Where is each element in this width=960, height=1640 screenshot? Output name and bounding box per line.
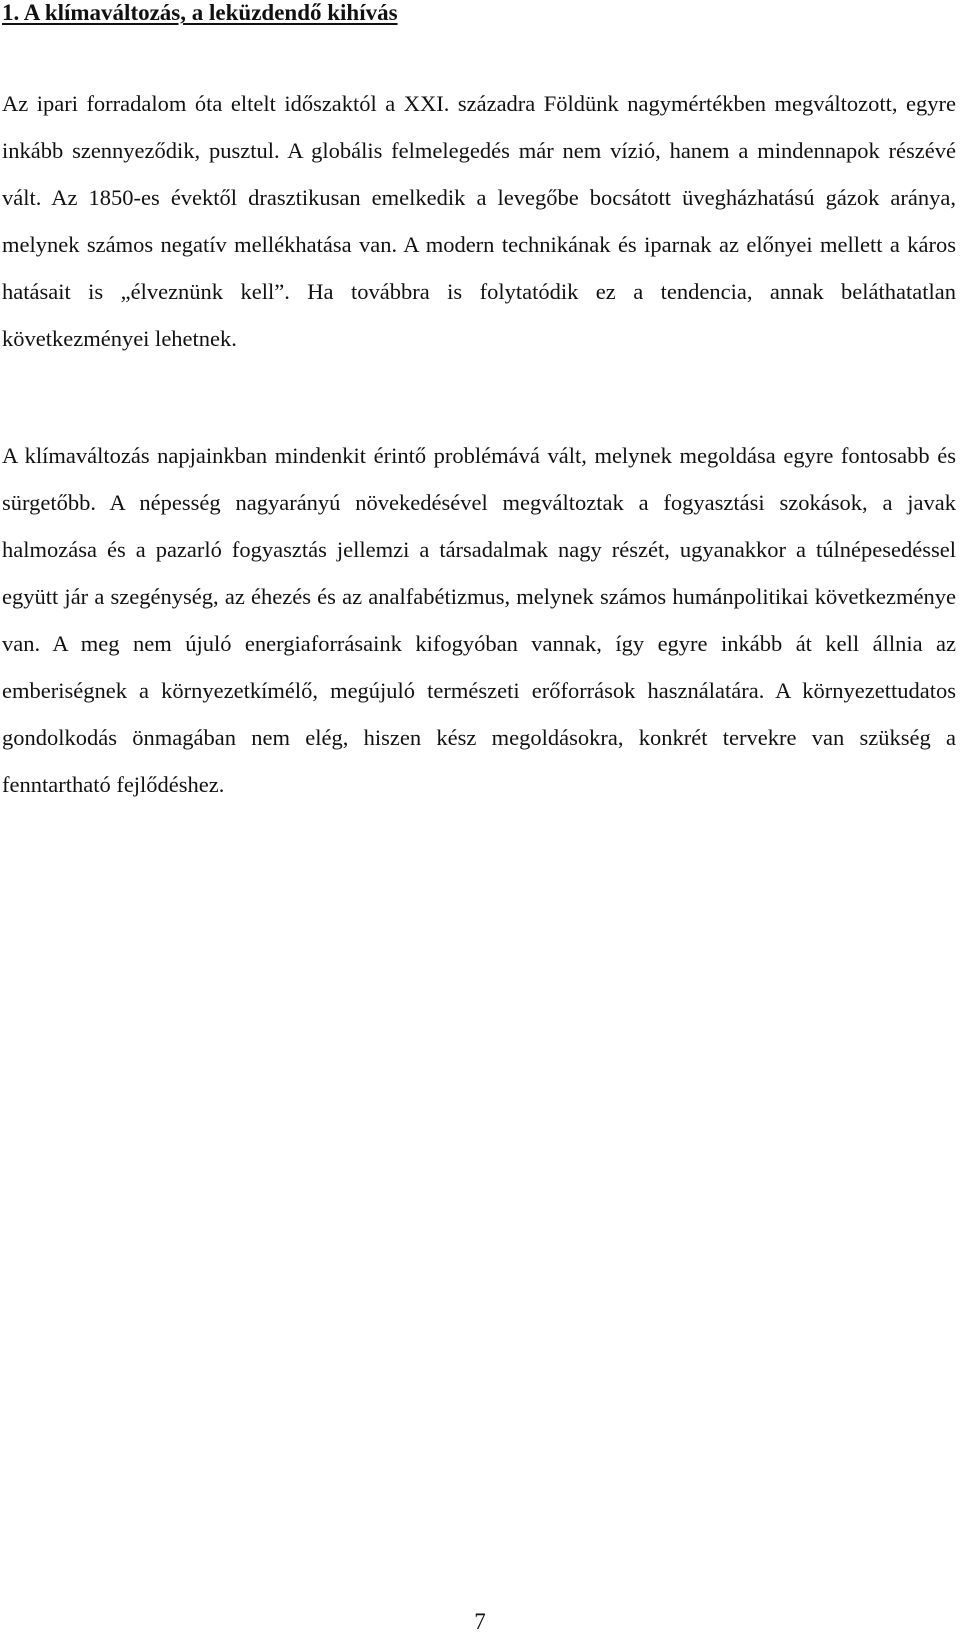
body-paragraph-2: A klímaváltozás napjainkban mindenkit érintő problémává vált, melynek megoldása egyre fontosabb és sürgetőbb. A népesség nagyarányú növekedésével megváltoztak a fogyasztási szokások, a javak halmozása és a pazarló fogyasztás jellemzi a társadalmak nagy részét, ugyanakkor a túlnépesedéssel együtt jár a szegénység, az éhezés és az analfabétizmus, melynek számos humánpolitikai következménye van. A meg nem újuló energiaforrásaink kifogyóban vannak, így egyre inkább át kell állnia az emberiségnek a környezetkímélő, megújuló természeti erőforrások használatára. A környezettudatos gondolkodás önmagában nem elég, hiszen kész megoldásokra, konkrét tervekre van szükség a fenntartható fejlődéshez.	[2, 443, 956, 797]
page-number: 7	[474, 1609, 486, 1634]
body-paragraph-1: Az ipari forradalom óta eltelt időszaktól a XXI. századra Földünk nagymértékben megváltozott, egyre inkább szennyeződik, pusztul. A globális felmelegedés már nem vízió, hanem a mindennapok részévé vált. Az 1850-es évektől drasztikusan emelkedik a levegőbe bocsátott üvegházhatású gázok aránya, melynek számos negatív mellékhatása van. A modern technikának és iparnak az előnyei mellett a káros hatásait is „élveznünk kell”. Ha továbbra is folytatódik ez a tendencia, annak beláthatatlan következményei lehetnek.	[2, 91, 956, 351]
section-heading: 1. A klímaváltozás, a leküzdendő kihívás	[2, 0, 398, 25]
